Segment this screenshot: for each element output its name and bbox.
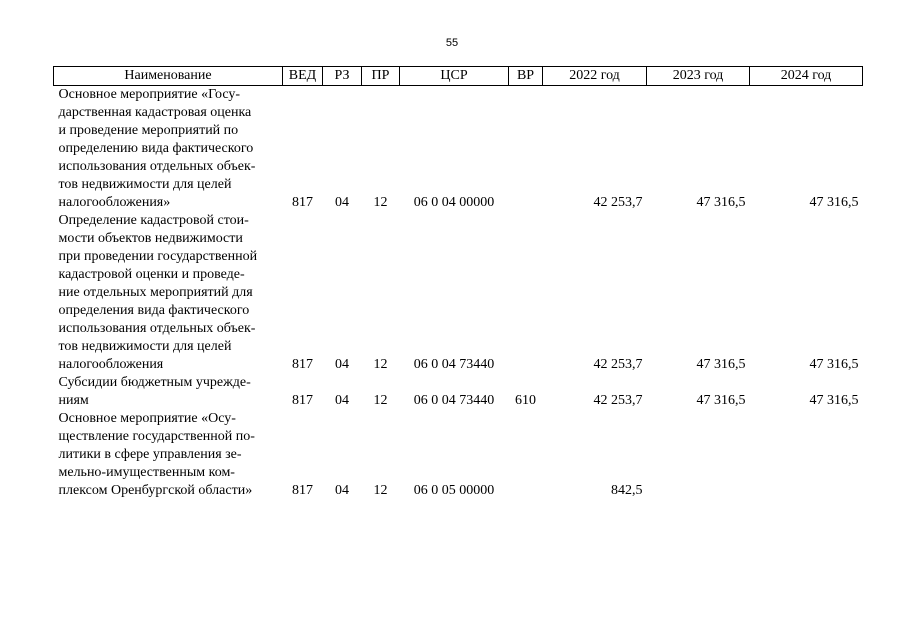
row-2023-cell: 47 316,5 bbox=[696, 393, 746, 408]
row-name-line: кадастровой оценки и проведе- bbox=[58, 267, 245, 282]
row-name-line: плексом Оренбургской области» bbox=[58, 483, 253, 498]
row-csr-cell: 06 0 04 73440 bbox=[413, 393, 495, 408]
row-2022-cell: 42 253,7 bbox=[593, 195, 643, 210]
column-header-rz: РЗ bbox=[323, 67, 362, 86]
row-2024-cell bbox=[750, 410, 863, 500]
table-row bbox=[54, 212, 863, 374]
row-rz-cell: 04 bbox=[335, 195, 349, 210]
row-ved-cell: 817 bbox=[292, 393, 313, 408]
row-name-line: Основное мероприятие «Госу- bbox=[58, 87, 241, 102]
row-name-line: и проведение мероприятий по bbox=[58, 123, 239, 138]
column-header-ved: ВЕД bbox=[283, 67, 323, 86]
column-header-name: Наименование bbox=[54, 67, 283, 86]
table-row bbox=[54, 374, 863, 410]
row-ved-cell: 817 bbox=[292, 357, 313, 372]
row-rz-cell: 04 bbox=[335, 393, 349, 408]
row-name-line: налогообложения» bbox=[58, 195, 171, 210]
row-vr-cell bbox=[509, 86, 543, 213]
row-vr-cell bbox=[509, 212, 543, 374]
row-name-line: тов недвижимости для целей bbox=[58, 339, 232, 354]
row-name-line: налогообложения bbox=[58, 357, 164, 372]
row-pr-cell: 12 bbox=[373, 357, 388, 372]
table-row bbox=[54, 410, 863, 500]
row-name-line: Субсидии бюджетным учрежде- bbox=[58, 375, 251, 390]
table-row bbox=[54, 86, 863, 213]
row-2023-cell: 47 316,5 bbox=[696, 195, 746, 210]
row-2024-cell: 47 316,5 bbox=[809, 195, 859, 210]
row-name-cell bbox=[54, 86, 283, 213]
row-name-line: Определение кадастровой стои- bbox=[58, 213, 249, 228]
row-name-line: использования отдельных объек- bbox=[58, 321, 256, 336]
row-name-line: определению вида фактического bbox=[58, 141, 254, 156]
row-name-line: использования отдельных объек- bbox=[58, 159, 256, 174]
row-2022-cell: 842,5 bbox=[611, 483, 643, 498]
row-2022-cell: 42 253,7 bbox=[593, 357, 643, 372]
page-number: 55 bbox=[445, 37, 459, 49]
row-name-line: ние отдельных мероприятий для bbox=[58, 285, 253, 300]
row-vr-cell: 610 bbox=[515, 393, 536, 408]
row-csr-cell: 06 0 05 00000 bbox=[413, 483, 495, 498]
row-pr-cell: 12 bbox=[373, 483, 388, 498]
row-ved-cell: 817 bbox=[292, 483, 313, 498]
row-2023-cell: 47 316,5 bbox=[696, 357, 746, 372]
row-vr-cell bbox=[509, 410, 543, 500]
row-name-cell bbox=[54, 374, 283, 410]
row-name-cell bbox=[54, 212, 283, 374]
row-pr-cell: 12 bbox=[373, 195, 388, 210]
column-header-2023: 2023 год bbox=[647, 67, 750, 86]
row-pr-cell: 12 bbox=[373, 393, 388, 408]
row-2024-cell: 47 316,5 bbox=[809, 357, 859, 372]
row-2023-cell bbox=[647, 410, 750, 500]
row-rz-cell: 04 bbox=[335, 357, 349, 372]
row-csr-cell: 06 0 04 73440 bbox=[413, 357, 495, 372]
row-name-line: определения вида фактического bbox=[58, 303, 250, 318]
row-name-line: ществление государственной по- bbox=[58, 429, 255, 444]
column-header-2024: 2024 год bbox=[750, 67, 863, 86]
column-header-2022: 2022 год bbox=[543, 67, 647, 86]
row-ved-cell: 817 bbox=[292, 195, 313, 210]
row-name-line: литики в сфере управления зе- bbox=[58, 447, 242, 462]
row-name-line: дарственная кадастровая оценка bbox=[58, 105, 252, 120]
row-name-line: при проведении государственной bbox=[58, 249, 258, 264]
row-name-line: тов недвижимости для целей bbox=[58, 177, 232, 192]
table-header-row bbox=[54, 67, 863, 86]
row-name-cell bbox=[54, 410, 283, 500]
column-header-pr: ПР bbox=[362, 67, 400, 86]
row-name-line: мости объектов недвижимости bbox=[58, 231, 243, 246]
row-rz-cell: 04 bbox=[335, 483, 349, 498]
row-name-line: мельно-имущественным ком- bbox=[58, 465, 235, 480]
row-name-line: ниям bbox=[58, 393, 89, 408]
column-header-csr: ЦСР bbox=[400, 67, 509, 86]
budget-table bbox=[53, 66, 863, 500]
row-2024-cell: 47 316,5 bbox=[809, 393, 859, 408]
row-name-line: Основное мероприятие «Осу- bbox=[58, 411, 236, 426]
row-csr-cell: 06 0 04 00000 bbox=[413, 195, 495, 210]
row-2022-cell: 42 253,7 bbox=[593, 393, 643, 408]
column-header-vr: ВР bbox=[509, 67, 543, 86]
